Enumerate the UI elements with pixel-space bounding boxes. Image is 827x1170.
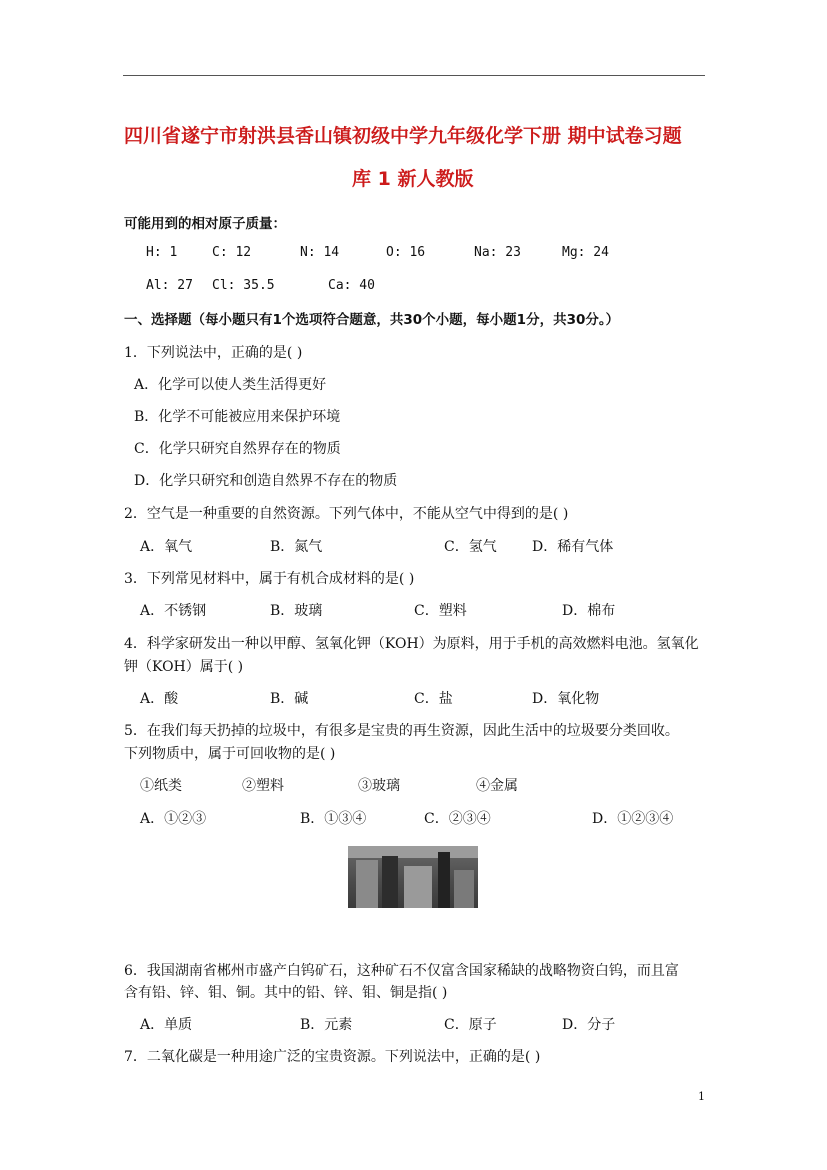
question-3-option-c: C．塑料 [414, 603, 467, 619]
question-3-option-a: A．不锈钢 [140, 603, 207, 619]
question-4-option-b: B．碱 [270, 691, 309, 707]
question-4-option-a: A．酸 [140, 691, 179, 707]
page-title-line-2: 库 1 新人教版 [352, 168, 474, 190]
question-3-stem: 3．下列常见材料中，属于有机合成材料的是( ) [124, 571, 415, 587]
atomic-mass-mg: Mg: 24 [562, 245, 609, 260]
question-2-option-a: A．氧气 [140, 539, 193, 555]
header-rule [123, 75, 705, 76]
atomic-mass-al: Al: 27 [146, 278, 193, 293]
question-5-stem-line-2: 下列物质中，属于可回收物的是( ) [124, 746, 336, 762]
question-6-option-a: A．单质 [140, 1017, 193, 1033]
question-5-item-4: ④金属 [476, 778, 518, 794]
atomic-mass-c: C: 12 [212, 245, 252, 260]
question-1-option-a: A．化学可以使人类生活得更好 [134, 377, 327, 393]
page-title-line-1: 四川省遂宁市射洪县香山镇初级中学九年级化学下册 期中试卷习题 [124, 125, 682, 147]
question-6-option-c: C．原子 [444, 1017, 497, 1033]
question-2-option-c: C．氢气 [444, 539, 497, 555]
question-5-stem-line-1: 5．在我们每天扔掉的垃圾中，有很多是宝贵的再生资源，因此生活中的垃圾要分类回收。 [124, 723, 679, 739]
question-1-stem: 1．下列说法中，正确的是( ) [124, 345, 303, 361]
question-6-option-b: B．元素 [300, 1017, 353, 1033]
question-5-item-2: ②塑料 [242, 778, 284, 794]
question-2-option-b: B．氮气 [270, 539, 323, 555]
atomic-mass-n: N: 14 [300, 245, 340, 260]
question-5-option-b: B．①③④ [300, 811, 367, 827]
question-3-option-d: D．棉布 [562, 603, 616, 619]
question-5-option-a: A．①②③ [140, 811, 207, 827]
atomic-mass-h: H: 1 [146, 245, 178, 260]
question-1-option-d: D．化学只研究和创造自然界不存在的物质 [134, 473, 398, 489]
atomic-mass-ca: Ca: 40 [328, 278, 375, 293]
question-7-stem: 7．二氧化碳是一种用途广泛的宝贵资源。下列说法中，正确的是( ) [124, 1049, 541, 1065]
question-1-option-b: B．化学不可能被应用来保护环境 [134, 409, 341, 425]
atomic-mass-o: O: 16 [386, 245, 426, 260]
question-6-stem-line-2: 含有铅、锌、钼、铜。其中的铅、锌、钼、铜是指( ) [124, 985, 448, 1001]
question-6-option-d: D．分子 [562, 1017, 616, 1033]
atomic-mass-na: Na: 23 [474, 245, 521, 260]
ore-photo [348, 846, 478, 908]
section-heading: 一、选择题（每小题只有1个选项符合题意，共30个小题，每小题1分，共30分。） [124, 312, 620, 328]
question-4-option-c: C．盐 [414, 691, 453, 707]
question-4-stem-line-2: 钾（KOH）属于( ) [124, 659, 244, 675]
question-2-option-d: D．稀有气体 [532, 539, 614, 555]
atomic-mass-heading: 可能用到的相对原子质量： [124, 216, 286, 232]
question-4-stem-line-1: 4．科学家研发出一种以甲醇、氢氧化钾（KOH）为原料，用于手机的高效燃料电池。氢氧化 [124, 636, 699, 652]
question-1-option-c: C．化学只研究自然界存在的物质 [134, 441, 341, 457]
question-4-option-d: D．氧化物 [532, 691, 600, 707]
question-5-option-c: C．②③④ [424, 811, 491, 827]
question-6-stem-line-1: 6．我国湖南省郴州市盛产白钨矿石，这种矿石不仅富含国家稀缺的战略物资白钨，而且富 [124, 963, 679, 979]
atomic-mass-cl: Cl: 35.5 [212, 278, 275, 293]
question-2-stem: 2．空气是一种重要的自然资源。下列气体中，不能从空气中得到的是( ) [124, 506, 569, 522]
question-5-item-1: ①纸类 [140, 778, 182, 794]
question-5-item-3: ③玻璃 [358, 778, 400, 794]
question-5-option-d: D．①②③④ [592, 811, 674, 827]
page-number: 1 [698, 1090, 705, 1103]
question-3-option-b: B．玻璃 [270, 603, 323, 619]
